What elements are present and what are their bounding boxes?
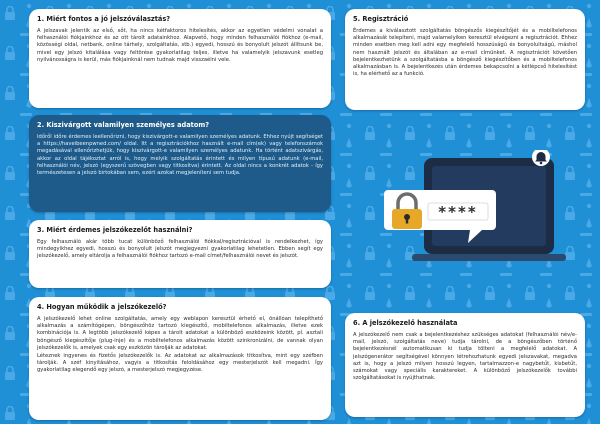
section-3-title: 3. Miért érdemes jelszókezelőt használni? [37,226,193,234]
section-2-title: 2. Kiszivárgott valamilyen személyes adatom? [37,121,210,129]
section-1-card [29,9,331,108]
password-mask-text: **** [438,203,478,221]
password-illustration [372,150,574,278]
section-6-card [345,313,585,417]
section-1-paragraph: A jelszavak jelentik az első, sőt, ha nincs kétfaktoros hitelesítés, akkor az egyetlen védelmi vonalat a felhasználói fiókjainkhoz és az ott tárolt adatainkhoz. Alapvető, hogy minden felhasználói fiókhoz (e-mail, közösségi oldal, netbank, online tárhely, szolgáltatás, stb.) egyedi, hosszú és bonyolult jelszót állítsunk be, mivel egy jelszó kitalálása vagy feltörése gyakorlatilag teljes, illetve ha valamelyik jelszavunk esetleg nyilvánosságra is kerül, más fiókjainknál nem tudnak majd visszaélni vele. [37,28,323,63]
section-5-card [345,9,585,110]
section-3-paragraph: Egy felhasználó akár több tucat különböző felhasználói fiókkal/regisztrációval is rendelkezhet, így mindegyikhez egyedi, hosszú és bonyolult jelszót megjegyezni gyakorlatilag lehetetlen. Ebben segít egy jelszókezelő, amely eltárolja a felhasználói fiókhoz tartozó e-mail címet/felhasználói nevet és jelszót. [37,239,323,260]
section-4-paragraph-1: A jelszókezelő lehet online szolgáltatás, amely egy weblapon keresztül érhető el, önállóan telepíthető alkalmazás a számítógépen, böngészőhöz tartozó kiegészítő, mobiltelefonos alkalmazás, illetve ezek kombinációja is. A legtöbb jelszókezelő képes a tárolt adatokat a különböző eszközeink között, pl. asztali böngésző kiegészítője (plug-inje) és a mobiltelefonos alkalmazás között szinkronizálni, de vannak olyan jelszókezelők is, amelyek csak egy eszközön tárolják az adatokat. [37,316,323,351]
section-2-card [29,115,331,212]
section-4-paragraph-2: Léteznek ingyenes és fizetős jelszókezelők is. Az adatokat az alkalmazások titkosítva, mint egy széfben tárolják. A széf kinyitásához, vagyis a titkosítás feloldásához egy mesterjelszót kell megadni. Így gyakorlatilag elegendő egy jelszó, a mesterjelszó megjegyzése. [37,352,323,374]
section-1-title: 1. Miért fontos a jó jelszóválasztás? [37,15,171,23]
section-4-title: 4. Hogyan működik a jelszókezelő? [37,303,167,311]
section-4-card [29,297,331,420]
section-5-title: 5. Regisztráció [353,15,409,23]
section-6-title: 6. A jelszókezelő használata [353,319,458,327]
section-5-paragraph: Érdemes a kiválasztott szolgáltatás böngészős kiegészítőjét és a mobiltelefonos alkalmazását telepíteni, majd valamelyiken keresztül elvégezni a regisztrációt. Ehhez minden esetben meg kell adni egy megfelelő hosszúságú és bonyolultságú, máshol nem használt jelszót és általában az e-mail címünket. A regisztrációt követően bejelentkezhetünk a szolgáltatásba a böngésző kiegészítőben és a mobiltelefonos alkalmazásban is. A bejelentkezés után érdemes bekapcsolni a kétlépcső hitelesítést is, ha elérhető az a funkció. [353,28,577,78]
section-3-card [29,220,331,288]
section-2-paragraph: Időről időre érdemes leellenőrizni, hogy kiszivárgott-e valamilyen személyes adatunk. Ehhez nyújt segítséget a https://haveibeenpwned.com/ oldal. Itt a regisztrációkhoz használt e-mail cím(ek) vagy telefonszámok megadásával ellenőrizhetjük, hogy kiszivárgott-e valamilyen személyes adatunk. Ha történt adatszivárgás, akkor az oldal tájékoztat arról is, hogy melyik szolgáltatás érintett és milyen típusú adatunk (e-mail, felhasználói név, jelszó (egyszerű szövegben vagy titkosítva) érintett. Az oldal nincs a konkrét adatok - így természetesen a jelszó birtokában sem, ezért azokat megjeleníteni sem tudja. [37,134,323,176]
section-6-paragraph: A jelszókezelő nem csak a bejelentkezéshez szükséges adatokat (felhasználói név/e-mail, jelszó, szolgáltatás neve) tudja tárolni, de a böngészőben történő bejelentkezésnél automatikusan ki tudja tölteni a megfelelő adatokat. A jelszógenerátor segítségével könnyen létrehozhatunk egyedi jelszavakat, megadva azt is, hogy a jelszó milyen hosszú legyen, tartalmazzon-e nagybetűt, kisbetűt, számokat vagy speciális karaktereket. A különböző jelszókezelők további szolgáltatásokat is nyújthatnak. [353,332,577,382]
